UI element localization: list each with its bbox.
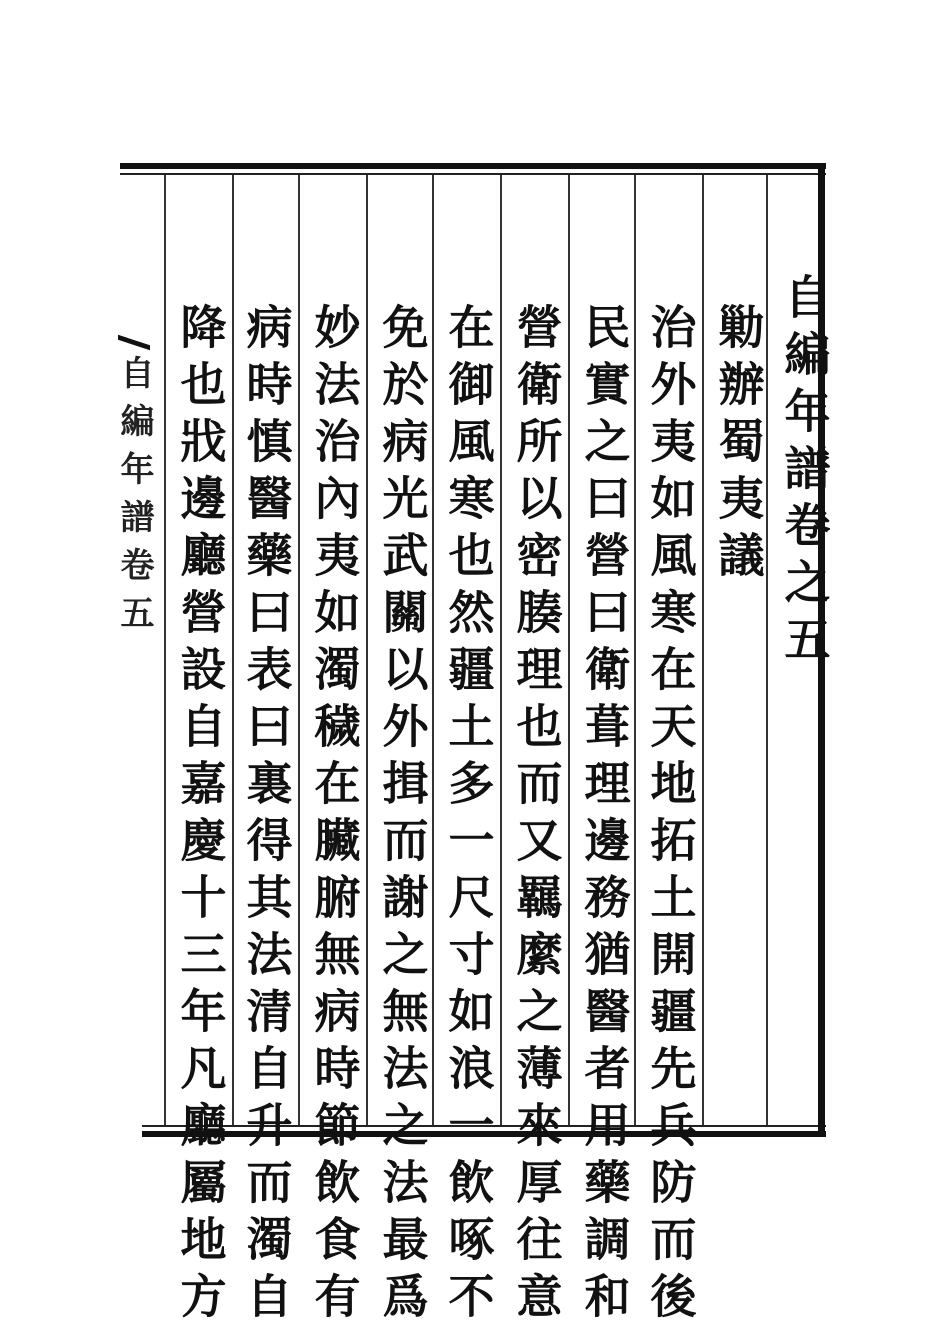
- column-divider: [568, 175, 570, 1125]
- text-column: [234, 303, 298, 1329]
- column-text: 自編年譜卷之五: [777, 273, 832, 672]
- column-text: 民實之曰營曰衛葺理邊務猶醫者用藥調和: [577, 303, 632, 1329]
- text-column: [504, 303, 568, 1329]
- top-border-inner: [120, 173, 826, 175]
- column-divider: [366, 175, 368, 1125]
- column-text: 營衛所以密腠理也而又羈縻之薄來厚往意: [509, 303, 564, 1329]
- column-text: 妙法治內夷如濁穢在臟腑無病時節飲食有: [307, 303, 362, 1329]
- column-text: 降也戕邊廳營設自嘉慶十三年凡廳屬地方: [173, 303, 228, 1329]
- column-text: 免於病光武關以外揖而謝之無法之法最爲: [375, 303, 430, 1329]
- fore-edge-label: [112, 355, 156, 643]
- text-column: [572, 303, 636, 1329]
- column-text: 病時慎醫藥曰表曰裏得其法清自升而濁自: [239, 303, 294, 1329]
- column-divider: [164, 175, 166, 1125]
- column-text: 在御風寒也然疆土多一尺寸如浪一飲啄不: [441, 303, 496, 1329]
- fore-edge-text: 自編年譜卷五: [114, 355, 154, 643]
- text-column: [436, 303, 500, 1329]
- column-divider: [298, 175, 300, 1125]
- text-column: [302, 303, 366, 1329]
- title-column: [772, 273, 836, 672]
- column-text: 勦辦蜀夷議: [711, 303, 766, 588]
- text-column: [370, 303, 434, 1329]
- text-column: [168, 303, 232, 1329]
- column-text: 治外夷如風寒在天地拓土開疆先兵防而後: [643, 303, 698, 1329]
- column-divider: [500, 175, 502, 1125]
- top-border: [120, 163, 826, 169]
- text-column: [638, 303, 702, 1329]
- page-frame: [120, 163, 832, 1329]
- section-heading-column: [706, 303, 770, 588]
- column-divider: [702, 175, 704, 1125]
